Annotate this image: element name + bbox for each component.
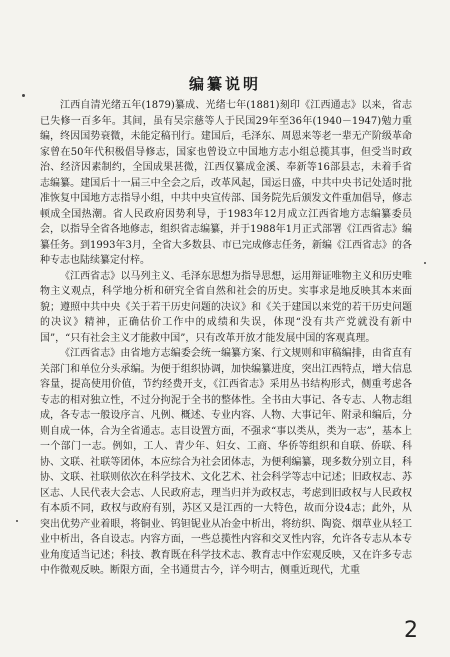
paragraph-3: 《江西省志》由省地方志编委会统一编纂方案、行文规则和审稿编排，由省直有关部门和单位分头承编。为便于组织协调，加快编纂进度，突出江西特点，增大信息容量，提高使用价值，节约经费开支，《江西省志》采用丛书结构形式，侧重考虑各专志的相对独立性，不过分拘泥于全书的整体性。全书由大事记、各专志、人物志组成，各专志一般设序言、凡例、概述、专业内容、人物、大事记年、附录和编后，分则自成一体，合为全省通志。志目设置方面，不强求“事以类从，类为一志”，基本上一个部门一志。例如，工人、青少年、妇女、工商、华侨等组织和自联、侨联、科协、文联、社联等团体，本应综合为社会团体志，为便利编纂，现多数分别立目，科协、文联、社联则依次在科学技术、文化艺术、社会科学等志中记述；旧政权志、苏区志、人民代表大会志、人民政府志，理当归并为政权志，考虑到旧政权与人民政权有本质不同，政权与政府有别，苏区又是江西的一大特色，故而分设4志；此外，从突出优势产业着眼，将铜业、钨钽铌业从冶金中析出，将纺织、陶瓷、烟草业从轻工业中析出，各自设志。内容方面，一些总揽性内容和交叉性内容，允许各专志从本专业角度适当记述；科技、教育既在科学技术志、教育志中作宏观反映，又在许多专志中作微观反映。断限方面，全书通贯古今，详今明古，侧重近现代，尤重 bbox=[40, 348, 412, 576]
page-title: 编纂说明 bbox=[188, 75, 261, 93]
body-text bbox=[40, 98, 412, 579]
scan-speck bbox=[22, 94, 25, 97]
paragraph-1: 江西自清光绪五年(1879)纂成、光绪七年(1881)刻印《江西通志》以来，省志已失修一百多年。其间，虽有吴宗慈等人于民国29年至36年(1940－1947)勉力重编，终因国势衰微，未能定稿刊行。建国后，毛泽东、周恩来等老一辈无产阶级革命家曾在50年代积极倡导修志，国家也曾设立中国地方志小组总揽其事，但受当时政治、经济因素制约，全国成果甚微，江西仅纂成金溪、奉新等16部县志，未着手省志编纂。建国后十一届三中全会之后，改革风起，国运日盛，中共中央书记处适时批准恢复中国地方志指导小组，中共中央宣传部、国务院先后颁发文件重加倡导，修志顿成全国热潮。省人民政府因势利导，于1983年12月成立江西省地方志编纂委员会，以指导全省各地修志，组织省志编纂，并于1988年1月正式部署《江西省志》编纂任务。到1993年3月，全省大多数县、市已完成修志任务，新编《江西省志》的各种专志也陆续纂定付梓。 bbox=[40, 100, 412, 266]
paragraph-2: 《江西省志》以马列主义、毛泽东思想为指导思想，运用辩证唯物主义和历史唯物主义观点，科学地分析和研究全省自然和社会的历史。实事求是地反映其本来面貌；遵照中共中央《关于若干历史问题的决议》和《关于建国以来党的若干历史问题的决议》精神，正确估价工作中的成绩和失误，体现“没有共产党就没有新中国”，“只有社会主义才能救中国”，只有改革开放才能发展中国的客观真理。 bbox=[40, 270, 412, 344]
scan-speck bbox=[16, 520, 18, 522]
scan-speck bbox=[424, 262, 426, 264]
page-number: 2 bbox=[404, 618, 418, 643]
